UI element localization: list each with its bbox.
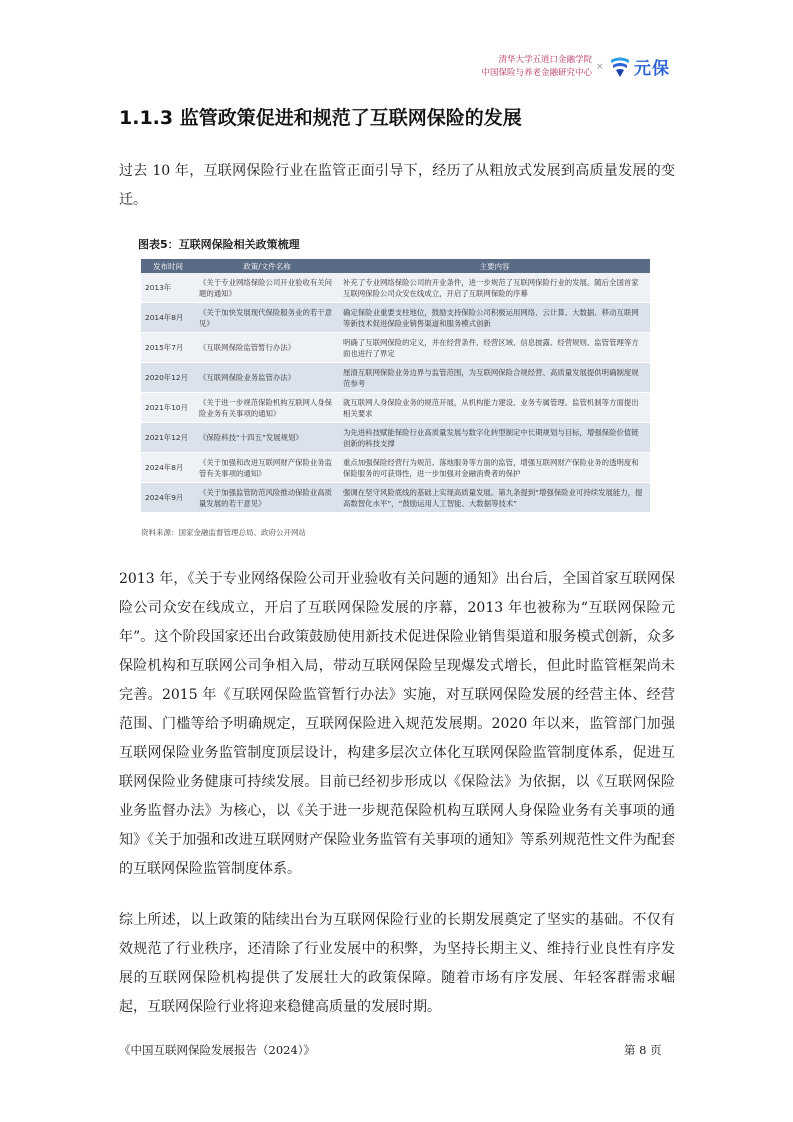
table-row bbox=[141, 453, 650, 483]
intro-paragraph: 过去 10 年，互联网保险行业在监管正面引导下，经历了从粗放式发展到高质量发展的变迁。 bbox=[119, 163, 675, 208]
brand-logo bbox=[609, 54, 670, 79]
table-row bbox=[141, 303, 650, 333]
shield-logo-icon bbox=[609, 56, 631, 78]
body-paragraph: 综上所述，以上政策的陆续出台为互联网保险行业的长期发展奠定了坚实的基础。不仅有效规范了行业秩序，还清除了行业发展中的积弊，为坚持长期主义、维持行业良性有序发展的互联网保险机构提供了发展壮大的政策保障。随着市场有序发展、年轻客群需求崛起，互联网保险行业将迎来稳健高质量的发展时期。 bbox=[119, 912, 675, 1015]
section-title: 1.1.3 监管政策促进和规范了互联网保险的发展 bbox=[119, 107, 522, 129]
table-row bbox=[141, 363, 650, 393]
row-content: 补充了专业网络保险公司的开业条件，进一步规范了互联网保险行业的发展。随后全国首家互联网保险公司众安在线成立，开启了互联网保险的序幕 bbox=[339, 273, 650, 303]
row-content: 为先进科技赋能保险行业高质量发展与数字化转型制定中长期规划与目标，增强保险价值链创新的科技支撑 bbox=[339, 423, 650, 453]
column-header-name: 政策/文件名称 bbox=[195, 259, 339, 273]
row-policy-name: 《关于进一步规范保险机构互联网人身保险业务有关事项的通知》 bbox=[195, 393, 339, 423]
table-row bbox=[141, 483, 650, 513]
row-policy-name: 《互联网保险业务监管办法》 bbox=[195, 363, 339, 393]
row-policy-name: 《关于加强和改进互联网财产保险业务监管有关事项的通知》 bbox=[195, 453, 339, 483]
row-date: 2015年7月 bbox=[141, 333, 195, 363]
header-org-line-1: 清华大学五道口金融学院 bbox=[498, 55, 592, 65]
header-separator: × bbox=[596, 62, 604, 72]
table-row bbox=[141, 333, 650, 363]
row-content: 确定保险业重要支柱地位，鼓励支持保险公司积极运用网络、云计算、大数据、移动互联网等新技术促进保险业销售渠道和服务模式创新 bbox=[339, 303, 650, 333]
row-content: 重点加强保险经营行为规范、落地服务等方面的监管，增强互联网财产保险业务的透明度和保险服务的可获得性，进一步加强对金融消费者的保护 bbox=[339, 453, 650, 483]
header-organization bbox=[452, 54, 592, 80]
row-date: 2024年8月 bbox=[141, 453, 195, 483]
row-policy-name: 《关于加强监管防范风险推动保险业高质量发展的若干意见》 bbox=[195, 483, 339, 513]
brand-name: 元保 bbox=[634, 59, 670, 79]
row-content: 就互联网人身保险业务的规范开展，从机构能力建设、业务专属管理、监管机制等方面提出相关要求 bbox=[339, 393, 650, 423]
footer-report-title: 《中国互联网保险发展报告（2024）》 bbox=[119, 1043, 316, 1057]
row-date: 2024年9月 bbox=[141, 483, 195, 513]
row-date: 2013年 bbox=[141, 273, 195, 303]
row-content: 厘清互联网保险业务边界与监管范围，为互联网保险合规经营、高质量发展提供明确制度规范参考 bbox=[339, 363, 650, 393]
row-date: 2021年12月 bbox=[141, 423, 195, 453]
column-header-content: 主要内容 bbox=[339, 259, 650, 273]
table-row bbox=[141, 393, 650, 423]
body-paragraph: 2013 年，《关于专业网络保险公司开业验收有关问题的通知》出台后，全国首家互联网保险公司众安在线成立，开启了互联网保险发展的序幕，2013 年也被称为“互联网保险元年”。这个阶段国家还出台政策鼓励使用新技术促进保险业销售渠道和服务模式创新，众多保险机构和互联网公司争相入局，带动互联网保险呈现爆发式增长，但此时监管框架尚未完善。2015 年《互联网保险监管暂行办法》实施，对互联网保险发展的经营主体、经营范围、门槛等给予明确规定，互联网保险进入规范发展期。2020 年以来，监管部门加强互联网保险业务监管制度顶层设计，构建多层次立体化互联网保险监管制度体系，促进互联网保险业务健康可持续发展。目前已经初步形成以《保险法》为依据，以《互联网保险业务监督办法》为核心，以《关于进一步规范保险机构互联网人身保险业务有关事项的通知》《关于加强和改进互联网财产保险业务监管有关事项的通知》等系列规范性文件为配套的互联网保险监管制度体系。 bbox=[119, 571, 675, 877]
table-row bbox=[141, 273, 650, 303]
row-date: 2021年10月 bbox=[141, 393, 195, 423]
figure-source: 资料来源：国家金融监督管理总局、政府公开网站 bbox=[141, 528, 306, 537]
row-date: 2014年8月 bbox=[141, 303, 195, 333]
row-policy-name: 《关于专业网络保险公司开业验收有关问题的通知》 bbox=[195, 273, 339, 303]
row-content: 强调在坚守风险底线的基础上实现高质量发展。第九条提到“增强保险业可持续发展能力，提高数智化水平”，“鼓励运用人工智能、大数据等技术” bbox=[339, 483, 650, 513]
row-date: 2020年12月 bbox=[141, 363, 195, 393]
row-policy-name: 《关于加快发展现代保险服务业的若干意见》 bbox=[195, 303, 339, 333]
policy-table bbox=[141, 259, 650, 513]
figure-caption: 图表5：互联网保险相关政策梳理 bbox=[138, 238, 300, 251]
table-row bbox=[141, 423, 650, 453]
row-policy-name: 《互联网保险监管暂行办法》 bbox=[195, 333, 339, 363]
column-header-date: 发布时间 bbox=[141, 259, 195, 273]
table-header-row bbox=[141, 259, 650, 273]
header-org-line-2: 中国保险与养老金融研究中心 bbox=[481, 68, 592, 78]
page-number: 第 8 页 bbox=[624, 1043, 662, 1057]
row-content: 明确了互联网保险的定义，并在经营条件、经营区域、信息披露、经营规则、监管管理等方面也进行了界定 bbox=[339, 333, 650, 363]
row-policy-name: 《保险科技“十四五”发展规划》 bbox=[195, 423, 339, 453]
